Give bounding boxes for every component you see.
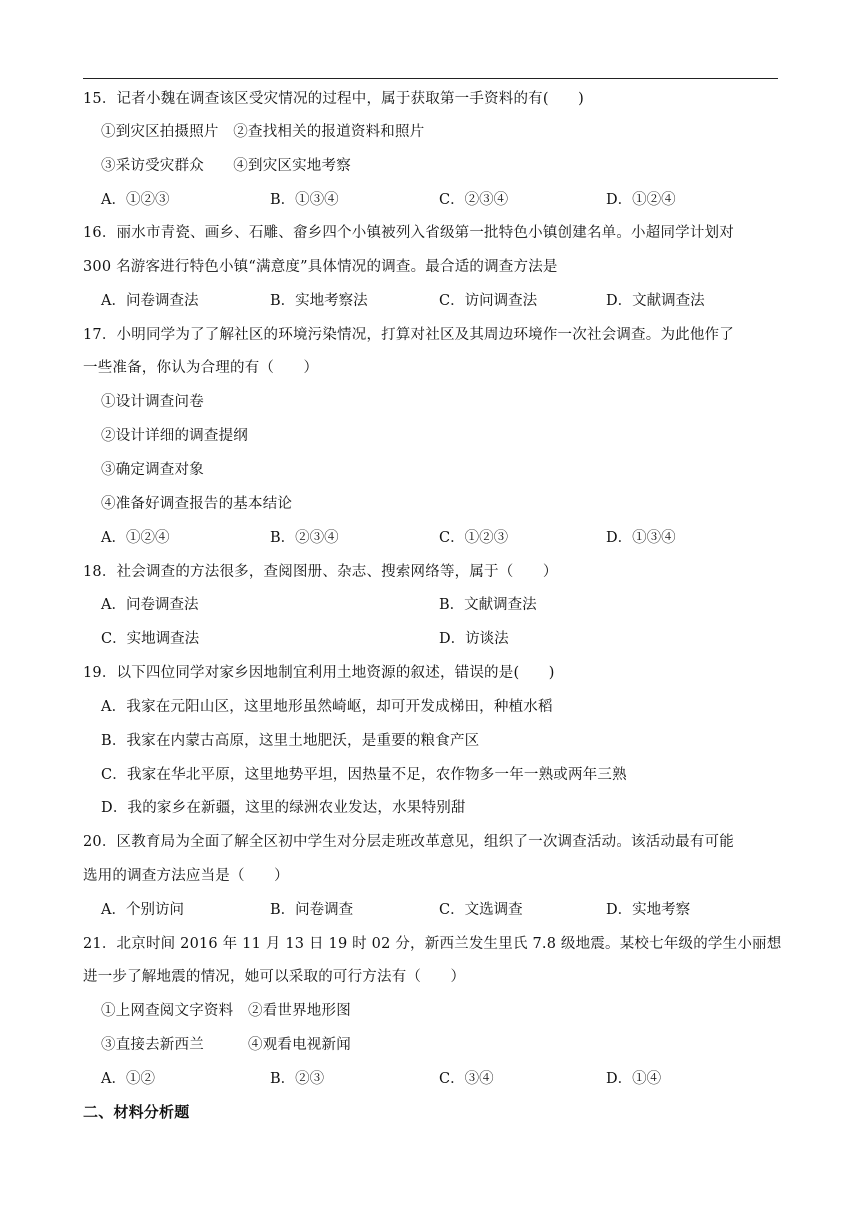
question-15-option-a: A．①②③ <box>101 192 170 208</box>
question-15-option-b: B．①③④ <box>270 192 339 208</box>
question-18-option-d: D．访谈法 <box>439 631 509 647</box>
question-16-option-c: C．访问调查法 <box>439 293 538 309</box>
question-15-option-c: C．②③④ <box>439 192 509 208</box>
question-20-option-d: D．实地考察 <box>606 902 691 918</box>
question-17-option-a: A．①②④ <box>101 530 170 546</box>
question-16-stem: 300 名游客进行特色小镇“满意度”具体情况的调查。最合适的调查方法是 <box>83 259 558 275</box>
question-21-option-b: B．②③ <box>270 1071 325 1087</box>
question-21-option-d: D．①④ <box>606 1071 662 1087</box>
question-21-stem: 进一步了解地震的情况，她可以采取的可行方法有（ ） <box>83 969 466 985</box>
question-16-option-a: A．问卷调查法 <box>101 293 199 309</box>
question-20-option-c: C．文选调查 <box>439 902 523 918</box>
question-17-item: ①设计调查问卷 <box>101 394 204 410</box>
question-20-option-a: A．个别访问 <box>101 902 184 918</box>
question-17-stem: 17．小明同学为了了解社区的环境污染情况，打算对社区及其周边环境作一次社会调查。为此他作了 <box>83 327 734 343</box>
question-17-item: ④准备好调查报告的基本结论 <box>101 496 293 512</box>
question-17-option-b: B．②③④ <box>270 530 339 546</box>
question-15-stem: 15．记者小魏在调查该区受灾情况的过程中，属于获取第一手资料的有( ) <box>83 91 584 107</box>
question-16-stem: 16．丽水市青瓷、画乡、石雕、畲乡四个小镇被列入省级第一批特色小镇创建名单。小超同学计划对 <box>83 225 734 241</box>
question-21-option-a: A．①② <box>101 1071 155 1087</box>
question-20-stem: 20．区教育局为全面了解全区初中学生对分层走班改革意见，组织了一次调查活动。该活动最有可能 <box>83 834 734 850</box>
question-19-option-b: B．我家在内蒙古高原，这里土地肥沃，是重要的粮食产区 <box>101 733 480 749</box>
question-19-stem: 19．以下四位同学对家乡因地制宜利用土地资源的叙述，错误的是( ) <box>83 665 555 681</box>
question-19-option-c: C．我家在华北平原，这里地势平坦，因热量不足，农作物多一年一熟或两年三熟 <box>101 767 627 783</box>
question-16-option-b: B．实地考察法 <box>270 293 368 309</box>
question-15-option-d: D．①②④ <box>606 192 676 208</box>
question-18-option-a: A．问卷调查法 <box>101 597 199 613</box>
question-17-option-d: D．①③④ <box>606 530 676 546</box>
question-20-option-b: B．问卷调查 <box>270 902 354 918</box>
question-17-option-c: C．①②③ <box>439 530 509 546</box>
question-15-item: ③采访受灾群众 ④到灾区实地考察 <box>101 158 351 174</box>
question-15-item: ①到灾区拍摄照片 ②查找相关的报道资料和照片 <box>101 124 425 140</box>
question-21-item: ③直接去新西兰 ④观看电视新闻 <box>101 1037 351 1053</box>
question-20-stem: 选用的调查方法应当是（ ） <box>83 868 289 884</box>
question-21-stem: 21．北京时间 2016 年 11 月 13 日 19 时 02 分，新西兰发生里氏 7.8 级地震。某校七年级的学生小丽想 <box>83 936 782 952</box>
section-heading: 二、材料分析题 <box>83 1103 190 1121</box>
question-21-option-c: C．③④ <box>439 1071 494 1087</box>
question-18-stem: 18．社会调查的方法很多，查阅图册、杂志、搜索网络等，属于（ ） <box>83 564 558 580</box>
question-19-option-a: A．我家在元阳山区，这里地形虽然崎岖，却可开发成梯田，种植水稻 <box>101 699 553 715</box>
question-18-option-b: B．文献调查法 <box>439 597 537 613</box>
question-17-item: ③确定调查对象 <box>101 462 204 478</box>
header-rule <box>83 78 778 79</box>
question-18-option-c: C．实地调查法 <box>101 631 200 647</box>
question-17-stem: 一些准备，你认为合理的有（ ） <box>83 360 319 376</box>
question-21-item: ①上网查阅文字资料 ②看世界地形图 <box>101 1003 351 1019</box>
question-16-option-d: D．文献调查法 <box>606 293 705 309</box>
question-19-option-d: D．我的家乡在新疆，这里的绿洲农业发达，水果特别甜 <box>101 800 466 816</box>
question-17-item: ②设计详细的调查提纲 <box>101 428 248 444</box>
